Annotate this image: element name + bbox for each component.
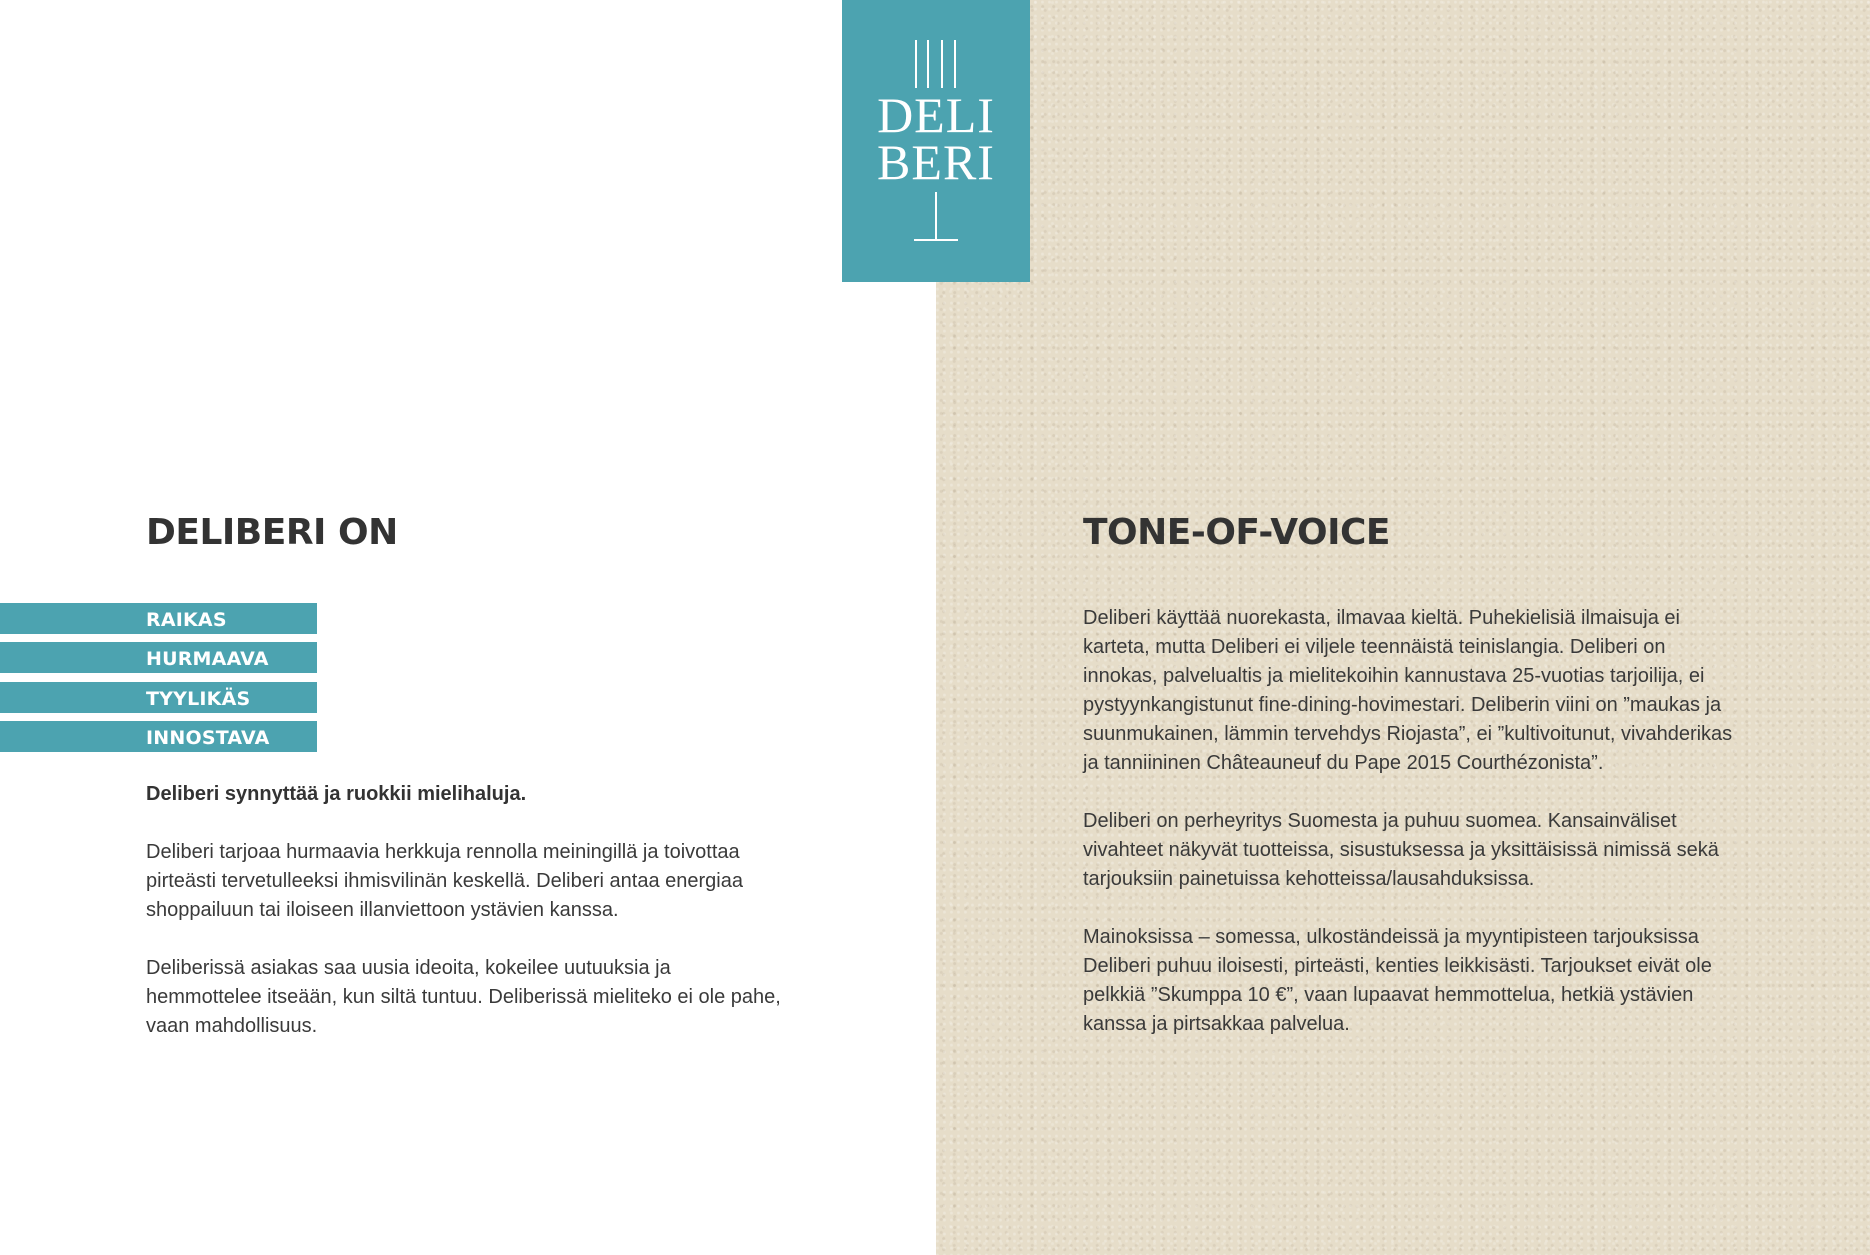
logo-line-1: DELI (877, 87, 995, 143)
attribute-label: RAIKAS (146, 609, 227, 631)
deliberi-on-heading: DELIBERI ON (146, 512, 398, 553)
left-paragraph: Deliberi tarjoaa hurmaavia herkkuja rennolla meiningillä ja toivottaa pirteästi tervetulleeksi ihmisvilinän keskellä. Deliberi antaa energiaa shoppailuun tai iloiseen illanviettoon ystävien kanssa. (146, 841, 743, 921)
attribute-label: TYYLIKÄS (146, 688, 251, 710)
attribute-bar (0, 642, 317, 673)
deliberi-logo (842, 0, 1030, 282)
right-paragraph: Mainoksissa – somessa, ulkoständeissä ja myyntipisteen tarjouksissa Deliberi puhuu iloisesti, pirteästi, kenties leikkisästi. Tarjoukset eivät ole pelkkiä ”Skumppa 10 €”, vaan lupaavat hemmottelua, hetkiä ystävien kanssa ja pirtsakkaa palvelua. (1083, 926, 1712, 1035)
logo-line-2: BERI (877, 134, 995, 190)
left-paragraph: Deliberissä asiakas saa uusia ideoita, kokeilee uutuuksia ja hemmottelee itseään, kun siltä tuntuu. Deliberissä mieliteko ei ole pahe, vaan mahdollisuus. (146, 957, 781, 1037)
attribute-bar (0, 721, 317, 752)
attribute-bar (0, 603, 317, 634)
right-paragraph: Deliberi käyttää nuorekasta, ilmavaa kieltä. Puhekielisiä ilmaisuja ei karteta, mutta Deliberi ei viljele teennäistä teinislangia. Deliberi on innokas, palvelualtis ja mielitekoihin kannustava 25-vuotias tarjoilija, ei pystyynkangistunut fine-dining-hovimestari. Deliberin viini on ”maukas ja suunmukainen, lämmin tervehdys Riojasta”, ei ”kultivoitunut, vivahderikas ja tanniininen Châteauneuf du Pape 2015 Courthézonista”. (1083, 607, 1733, 774)
attribute-label: INNOSTAVA (146, 727, 270, 749)
lead-text: Deliberi synnyttää ja ruokkii mielihaluja. (146, 783, 527, 805)
attribute-label: HURMAAVA (146, 648, 269, 670)
attribute-bar (0, 682, 317, 713)
tone-of-voice-heading: TONE-OF-VOICE (1083, 512, 1390, 553)
logo-wordmark (842, 87, 1030, 190)
right-paragraph: Deliberi on perheyritys Suomesta ja puhuu suomea. Kansainväliset vivahteet näkyvät tuotteissa, sisustuksessa ja yksittäisissä nimissä sekä tarjouksiin painetuissa kehotteissa/lausahduksissa. (1083, 810, 1719, 890)
